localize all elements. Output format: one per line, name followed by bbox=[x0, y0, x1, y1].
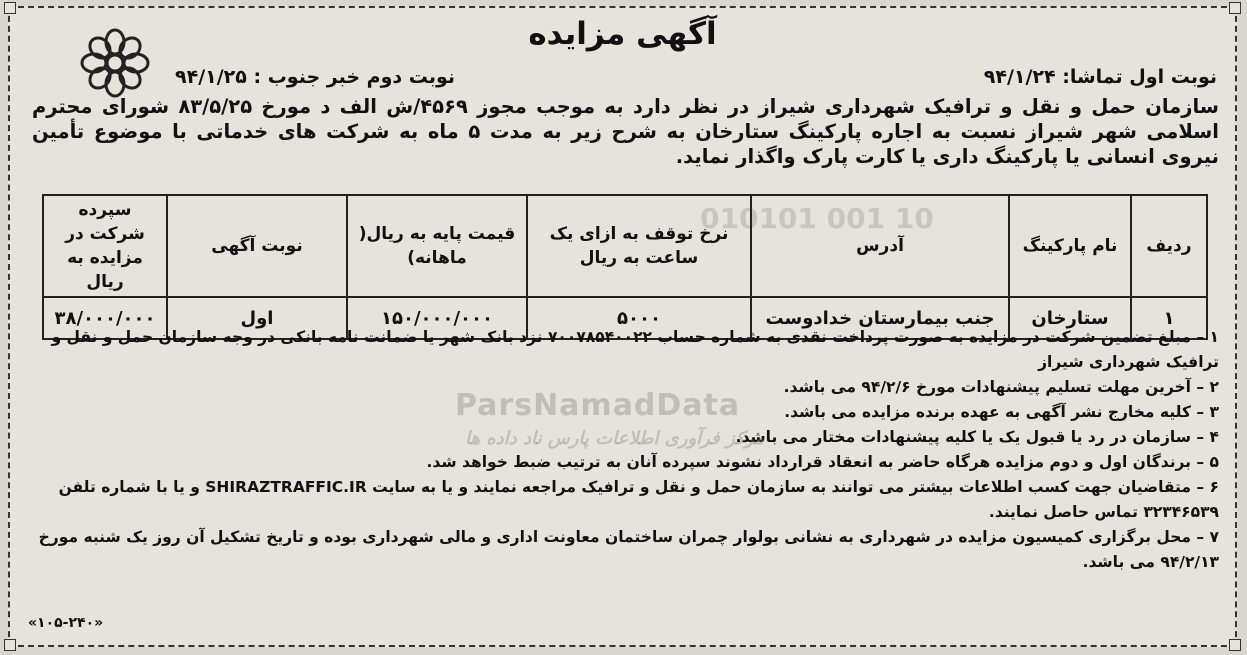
page-title: آگهی مزایده bbox=[528, 16, 717, 52]
conditions-list bbox=[24, 325, 1219, 575]
condition-item: ۱ – مبلغ تضمین شرکت در مزایده به صورت پرداخت نقدی به شماره حساب ۷۰۰۷۸۵۴۰۰۲۲ نزد بانک شهر یا ضمانت نامه بانکی در وجه سازمان حمل و نقل و ترافیک شهرداری شیراز bbox=[51, 328, 1219, 371]
frame-corner bbox=[1229, 639, 1241, 651]
cell-notice-round: اول bbox=[167, 297, 347, 339]
cell-parking-name: ستارخان bbox=[1009, 297, 1131, 339]
reference-number: «۱۰۵-۲۴۰» bbox=[28, 615, 104, 631]
column-header: قیمت پایه به ریال( ماهانه) bbox=[347, 195, 527, 297]
column-header: سپرده شرکت در مزایده به ریال bbox=[43, 195, 167, 297]
condition-item: ۷ – محل برگزاری کمیسیون مزایده در شهرداری به نشانی بولوار چمران ساختمان معاونت اداری و مالی شهرداری بوده و تاریخ تشکیل آن روز یک شنبه مورخ ۹۴/۲/۱۳ می باشد. bbox=[38, 528, 1219, 571]
column-header: نوبت آگهی bbox=[167, 195, 347, 297]
tagline-watermark: مرکز فرآوری اطلاعات پارس ناد داده ها bbox=[465, 428, 765, 449]
binary-watermark: 010101 001 10 bbox=[700, 202, 934, 235]
first-publication-date: نوبت اول تماشا: ۹۴/۱/۲۴ bbox=[983, 66, 1217, 88]
column-header: ردیف bbox=[1131, 195, 1207, 297]
frame-corner bbox=[4, 639, 16, 651]
condition-item: ۴ – سازمان در رد یا قبول یک یا کلیه پیشنهادات مختار می باشد. bbox=[735, 428, 1219, 446]
publication-dates bbox=[10, 66, 1235, 92]
intro-paragraph: سازمان حمل و نقل و ترافیک شهرداری شیراز در نظر دارد به موجب مجوز ۴۵۶۹/ش الف د مورخ ۸۳/۵/۲۵ شورای محترم اسلامی شهر شیراز نسبت به اجاره پارکینگ ستارخان به شرح زیر به مدت ۵ ماه به شرکت های خدماتی با موضوع تأمین نیروی انسانی یا پارکینگ داری یا کارت پارک واگذار نماید. bbox=[32, 95, 1219, 168]
condition-item: ۶ – متقاضیان جهت کسب اطلاعات بیشتر می توانند به سازمان حمل و نقل و ترافیک مراجعه نمایند و یا به سایت SHIRAZTRAFFIC.IR و یا با شماره تلفن ۳۲۳۴۶۵۳۹ تماس حاصل نمایند. bbox=[58, 478, 1219, 521]
condition-item: ۲ – آخرین مهلت تسلیم پیشنهادات مورخ ۹۴/۲/۶ می باشد. bbox=[783, 378, 1219, 396]
column-header: آدرس bbox=[751, 195, 1009, 297]
cell-base-price: ۱۵۰/۰۰۰/۰۰۰ bbox=[347, 297, 527, 339]
column-header: نرخ توقف به ازای یک ساعت به ریال bbox=[527, 195, 751, 297]
frame-corner bbox=[4, 2, 16, 14]
brand-watermark: ParsNamadData bbox=[455, 388, 741, 423]
cell-address: جنب بیمارستان خدادوست bbox=[751, 297, 1009, 339]
auction-notice bbox=[8, 6, 1237, 647]
cell-deposit: ۳۸/۰۰۰/۰۰۰ bbox=[43, 297, 167, 339]
condition-item: ۵ – برندگان اول و دوم مزایده هرگاه حاضر به انعقاد قرارداد نشوند سپرده آنان به ترتیب ضبط خواهد شد. bbox=[426, 453, 1219, 471]
table-header-row bbox=[43, 195, 1207, 297]
cell-hourly-rate: ۵۰۰۰ bbox=[527, 297, 751, 339]
parking-table bbox=[42, 194, 1208, 340]
cell-row-number: ۱ bbox=[1131, 297, 1207, 339]
frame-corner bbox=[1229, 2, 1241, 14]
condition-item: ۳ – کلیه مخارج نشر آگهی به عهده برنده مزایده می باشد. bbox=[784, 403, 1219, 421]
column-header: نام پارکینگ bbox=[1009, 195, 1131, 297]
second-publication-date: نوبت دوم خبر جنوب : ۹۴/۱/۲۵ bbox=[175, 66, 456, 88]
